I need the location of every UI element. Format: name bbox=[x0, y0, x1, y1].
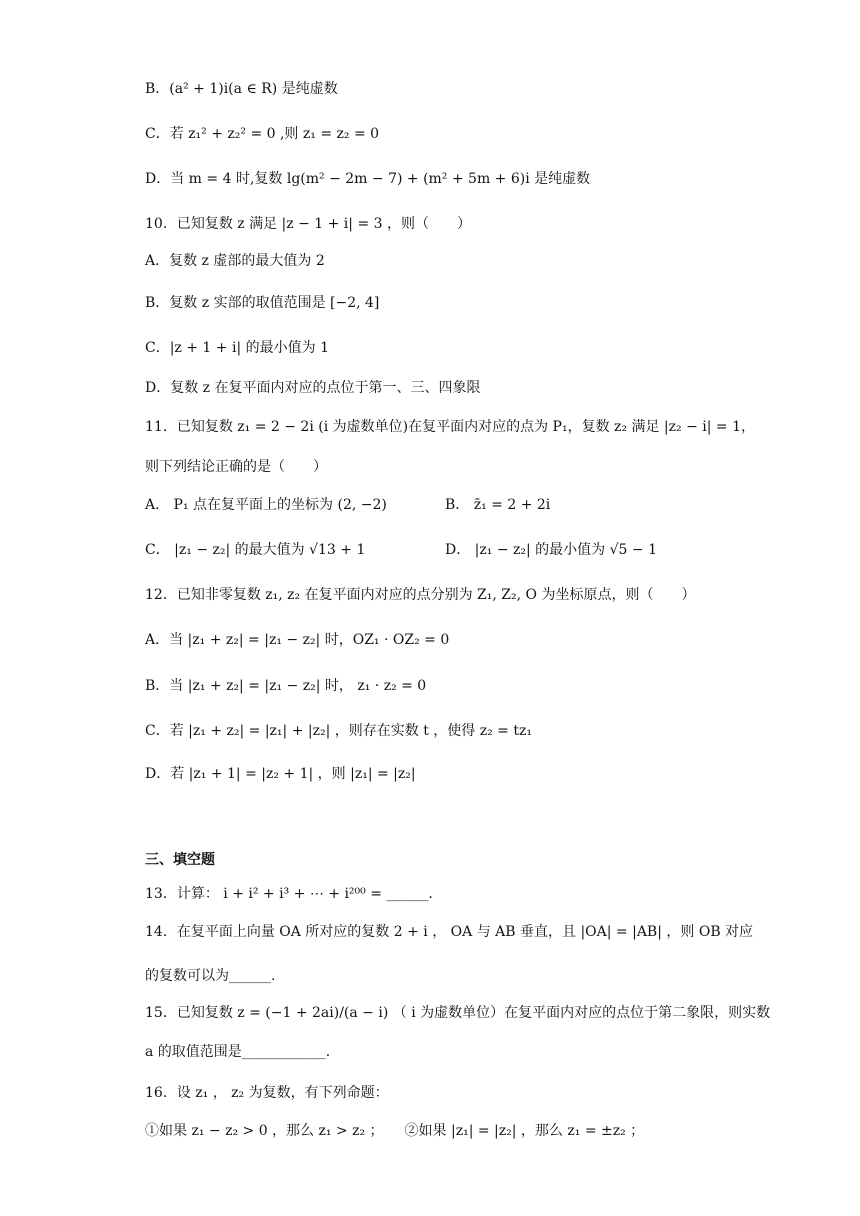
q10-option-d: D．复数 z 在复平面内对应的点位于第一、三、四象限 bbox=[145, 380, 481, 396]
q10-option-a: A．复数 z 虚部的最大值为 2 bbox=[145, 253, 325, 269]
question-10-stem: 10．已知复数 z 满足 |z − 1 + i| = 3 ，则（ ） bbox=[145, 216, 471, 232]
q16-propositions: ①如果 z₁ − z₂ > 0 ，那么 z₁ > z₂ ； ②如果 |z₁| = |z₂| ，那么 z₁ = ±z₂ ； bbox=[145, 1123, 645, 1139]
question-12-stem: 12．已知非零复数 z₁, z₂ 在复平面内对应的点分别为 Z₁, Z₂, O 为坐标原点，则（ ） bbox=[145, 587, 696, 603]
section-heading-fill-blank: 三、填空题 bbox=[145, 852, 215, 868]
q9-option-c: C．若 z₁² + z₂² = 0 ,则 z₁ = z₂ = 0 bbox=[145, 126, 380, 142]
q12-option-b: B．当 |z₁ + z₂| = |z₁ − z₂| 时， z₁ · z₂ = 0 bbox=[145, 678, 427, 694]
q11-option-c: C． |z₁ − z₂| 的最大值为 √13 + 1 bbox=[145, 542, 366, 558]
question-11-stem: 11．已知复数 z₁ = 2 − 2i (i 为虚数单位)在复平面内对应的点为 P₁，复数 z₂ 满足 |z₂ − i| = 1， bbox=[145, 419, 755, 435]
q12-option-d: D．若 |z₁ + 1| = |z₂ + 1| ，则 |z₁| = |z₂| bbox=[145, 766, 416, 782]
q12-option-c: C．若 |z₁ + z₂| = |z₁| + |z₂| ，则存在实数 t ，使得 z₂ = tz₁ bbox=[145, 723, 532, 739]
q11-option-d: D． |z₁ − z₂| 的最小值为 √5 − 1 bbox=[445, 542, 657, 558]
question-11-stem-cont: 则下列结论正确的是（ ） bbox=[145, 459, 327, 475]
q11-option-b: B． z̄₁ = 2 + 2i bbox=[445, 497, 551, 513]
q9-option-d: D．当 m = 4 时,复数 lg(m² − 2m − 7) + (m² + 5m + 6)i 是纯虚数 bbox=[145, 171, 591, 187]
q11-option-a: A． P₁ 点在复平面上的坐标为 (2, −2) bbox=[145, 497, 387, 513]
q9-option-b: B．(a² + 1)i(a ∈ R) 是纯虚数 bbox=[145, 81, 338, 97]
question-15-stem-cont: a 的取值范围是____________. bbox=[145, 1044, 331, 1060]
q12-option-a: A．当 |z₁ + z₂| = |z₁ − z₂| 时，OZ₁ · OZ₂ = 0 bbox=[145, 632, 450, 648]
q10-option-c: C．|z + 1 + i| 的最小值为 1 bbox=[145, 340, 329, 356]
question-14-stem: 14．在复平面上向量 OA 所对应的复数 2 + i ， OA 与 AB 垂直，且 |OA| = |AB| ，则 OB 对应 bbox=[145, 924, 754, 940]
question-13: 13．计算： i + i² + i³ + ⋯ + i²⁰⁰ = ______. bbox=[145, 886, 433, 902]
question-14-stem-cont: 的复数可以为______. bbox=[145, 968, 276, 984]
question-15-stem: 15．已知复数 z = (−1 + 2ai)/(a − i) （ i 为虚数单位）在复平面内对应的点位于第二象限，则实数 bbox=[145, 1005, 771, 1021]
q10-option-b: B．复数 z 实部的取值范围是 [−2, 4] bbox=[145, 295, 380, 311]
question-16-stem: 16．设 z₁ ， z₂ 为复数，有下列命题： bbox=[145, 1085, 389, 1101]
